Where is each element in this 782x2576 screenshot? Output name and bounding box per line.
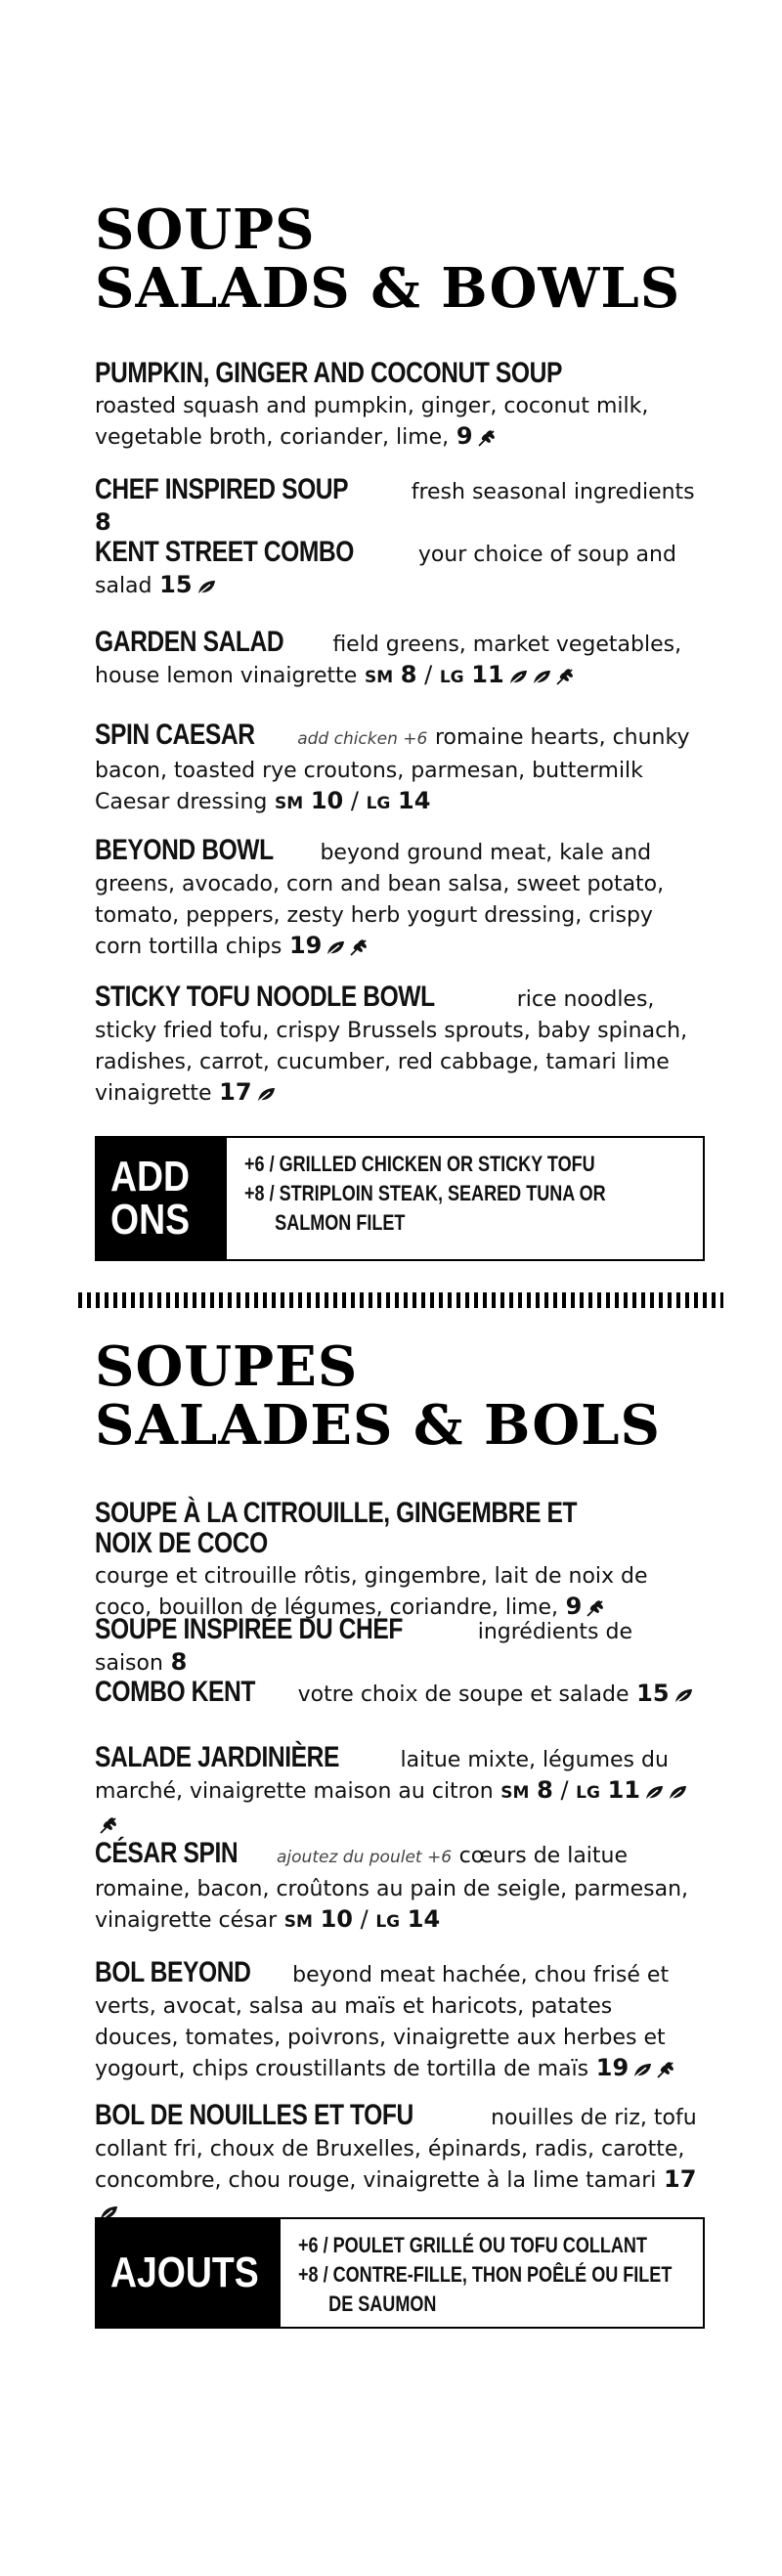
item-description: roasted squash and pumpkin, ginger, coconut milk, vegetable broth, coriander, lime, — [95, 394, 649, 450]
size-large-label: LG — [375, 1912, 401, 1932]
menu-item — [95, 474, 701, 538]
item-name: SOUPE À LA CITROUILLE, GINGEMBRE ET NOIX DE COCO — [95, 1497, 578, 1559]
menu-item — [95, 1498, 701, 1625]
item-description: romaine hearts, chunky bacon, toasted rye croutons, parmesan, buttermilk Caesar dressing — [95, 725, 690, 814]
addon-line: +8 / CONTRE-FILLE, THON POÊLÉ OU FILET — [298, 2262, 673, 2287]
menu-item — [95, 358, 701, 455]
addon-line: +6 / GRILLED CHICKEN OR STICKY TOFU — [244, 1152, 595, 1176]
leaf-icon — [532, 663, 551, 693]
item-name: SPIN CAESAR — [95, 719, 255, 751]
item-price: 19 — [595, 2054, 630, 2081]
leaf-icon — [326, 934, 345, 964]
price-large: 11 — [471, 661, 504, 688]
price-small: 8 — [400, 661, 417, 688]
item-description: nouilles de riz, tofu collant fri, choux de Bruxelles, épinards, radis, carotte, concombre, chou rouge, vinaigrette à la lime tamari — [95, 2106, 697, 2193]
item-price: 9 — [565, 1593, 583, 1620]
addons-list — [281, 2219, 771, 2327]
item-description: laitue mixte, légumes du marché, vinaigrette maison au citron — [95, 1748, 669, 1804]
item-note: add chicken +6 — [297, 729, 428, 749]
price-large: 11 — [607, 1776, 640, 1804]
menu-item — [95, 2100, 701, 2229]
price-small: 10 — [320, 1905, 353, 1933]
menu-item — [95, 835, 701, 964]
size-large-label: LG — [576, 1783, 600, 1803]
item-description: fresh seasonal ingredients — [411, 480, 695, 504]
addons-box-fr — [95, 2217, 705, 2329]
item-name: BOL DE NOUILLES ET TOFU — [95, 2099, 413, 2131]
size-small-label: SM — [500, 1783, 530, 1803]
item-note: ajoutez du poulet +6 — [277, 1848, 453, 1867]
item-name: BEYOND BOWL — [95, 834, 274, 866]
leaf-icon — [256, 1080, 276, 1111]
item-description: courge et citrouille rôtis, gingembre, lait de noix de coco, bouillon de légumes, coriandre, lime, — [95, 1564, 648, 1620]
item-name: PUMPKIN, GINGER AND COCONUT SOUP — [95, 357, 562, 389]
item-name: GARDEN SALAD — [95, 626, 284, 658]
size-large-label: LG — [366, 794, 391, 813]
section-title-soups: SOUPS SALADS & BOWLS — [95, 197, 681, 321]
addons-box-en — [95, 1136, 705, 1261]
item-description: beyond ground meat, kale and greens, avocado, corn and bean salsa, sweet potato, tomato, peppers, zesty herb yogurt dressing, crispy corn tortilla chips — [95, 841, 665, 959]
item-name: KENT STREET COMBO — [95, 536, 355, 568]
item-description: ingrédients de saison — [95, 1620, 632, 1676]
item-price: 15 — [159, 571, 193, 598]
price-small: 10 — [310, 787, 344, 814]
menu-item: CÉSAR SPIN ajoutez du poulet +6 cœurs de laitue romaine, bacon, croûtons au pain de seigle, parmesan, vinaigrette césar SM 10 / LG 14 — [95, 1837, 689, 1933]
size-small-label: SM — [364, 668, 394, 687]
section-divider — [78, 1292, 723, 1308]
item-description: beyond meat hachée, chou frisé et verts, avocat, salsa au maïs et haricots, patates douces, tomates, poivrons, vinaigrette aux herbes et yogourt, chips croustillants de tortilla de maïs — [95, 1963, 670, 2081]
menu-item — [95, 982, 701, 1111]
addon-line: +8 / STRIPLOIN STEAK, SEARED TUNA OR — [244, 1181, 606, 1205]
size-large-label: LG — [439, 668, 464, 687]
item-name: STICKY TOFU NOODLE BOWL — [95, 981, 435, 1013]
wheat-icon — [477, 424, 497, 455]
leaf-icon — [196, 573, 216, 603]
addon-line: DE SAUMON — [328, 2292, 437, 2316]
price-small: 8 — [537, 1776, 553, 1804]
item-price: 15 — [636, 1680, 670, 1707]
item-description: your choice of soup and salad — [95, 543, 676, 598]
item-name: SALADE JARDINIÈRE — [95, 1741, 339, 1773]
item-description: rice noodles, sticky fried tofu, crispy Brussels sprouts, baby spinach, radishes, carrot, cucumber, red cabbage, tamari lime vinaigrette — [95, 987, 688, 1106]
price-large: 14 — [407, 1905, 441, 1933]
leaf-icon — [668, 1778, 687, 1809]
size-small-label: SM — [275, 794, 304, 813]
leaf-icon — [673, 1681, 693, 1712]
addon-line: SALMON FILET — [275, 1210, 406, 1235]
menu-item: GARDEN SALAD field greens, market vegetables, house lemon vinaigrette SM 8 / LG 11 — [95, 627, 701, 693]
item-name: CÉSAR SPIN — [95, 1837, 239, 1869]
addons-label: AJOUTS — [97, 2219, 281, 2327]
menu-item: SPIN CAESAR add chicken +6 romaine hearts, chunky bacon, toasted rye croutons, parmesan, buttermilk Caesar dressing SM 10 / LG 14 — [95, 719, 690, 814]
item-description: field greens, market vegetables, house lemon vinaigrette — [95, 633, 682, 688]
menu-item — [95, 1614, 701, 1679]
leaf-icon — [508, 663, 528, 693]
item-price: 9 — [456, 422, 473, 450]
price-large: 14 — [398, 787, 431, 814]
item-price: 17 — [664, 2165, 697, 2193]
addon-line: +6 / POULET GRILLÉ OU TOFU COLLANT — [298, 2233, 647, 2257]
addons-label: ADD ONS — [97, 1138, 227, 1259]
size-small-label: SM — [283, 1912, 313, 1932]
menu-item — [95, 1677, 701, 1712]
item-name: CHEF INSPIRED SOUP — [95, 473, 349, 505]
wheat-icon — [349, 934, 369, 964]
item-price: 8 — [170, 1648, 188, 1676]
section-title-soupes: SOUPES SALADES & BOLS — [95, 1334, 661, 1458]
addons-list — [227, 1138, 703, 1259]
item-description: cœurs de laitue romaine, bacon, croûtons au pain de seigle, parmesan, vinaigrette césar — [95, 1844, 689, 1933]
leaf-icon — [632, 2056, 652, 2086]
item-price: 17 — [219, 1078, 252, 1106]
item-price: 8 — [95, 508, 111, 536]
menu-item — [95, 1957, 701, 2086]
item-name: SOUPE INSPIRÉE DU CHEF — [95, 1613, 403, 1645]
item-price: 19 — [288, 932, 323, 959]
item-description: votre choix de soupe et salade — [297, 1682, 630, 1707]
menu-item — [95, 537, 701, 603]
item-name: COMBO KENT — [95, 1676, 255, 1708]
leaf-icon — [644, 1778, 664, 1809]
wheat-icon — [555, 663, 575, 693]
wheat-icon — [656, 2056, 675, 2086]
item-name: BOL BEYOND — [95, 1956, 251, 1988]
menu-item: SALADE JARDINIÈRE laitue mixte, légumes du marché, vinaigrette maison au citron SM 8 / LG 11 — [95, 1742, 701, 1842]
